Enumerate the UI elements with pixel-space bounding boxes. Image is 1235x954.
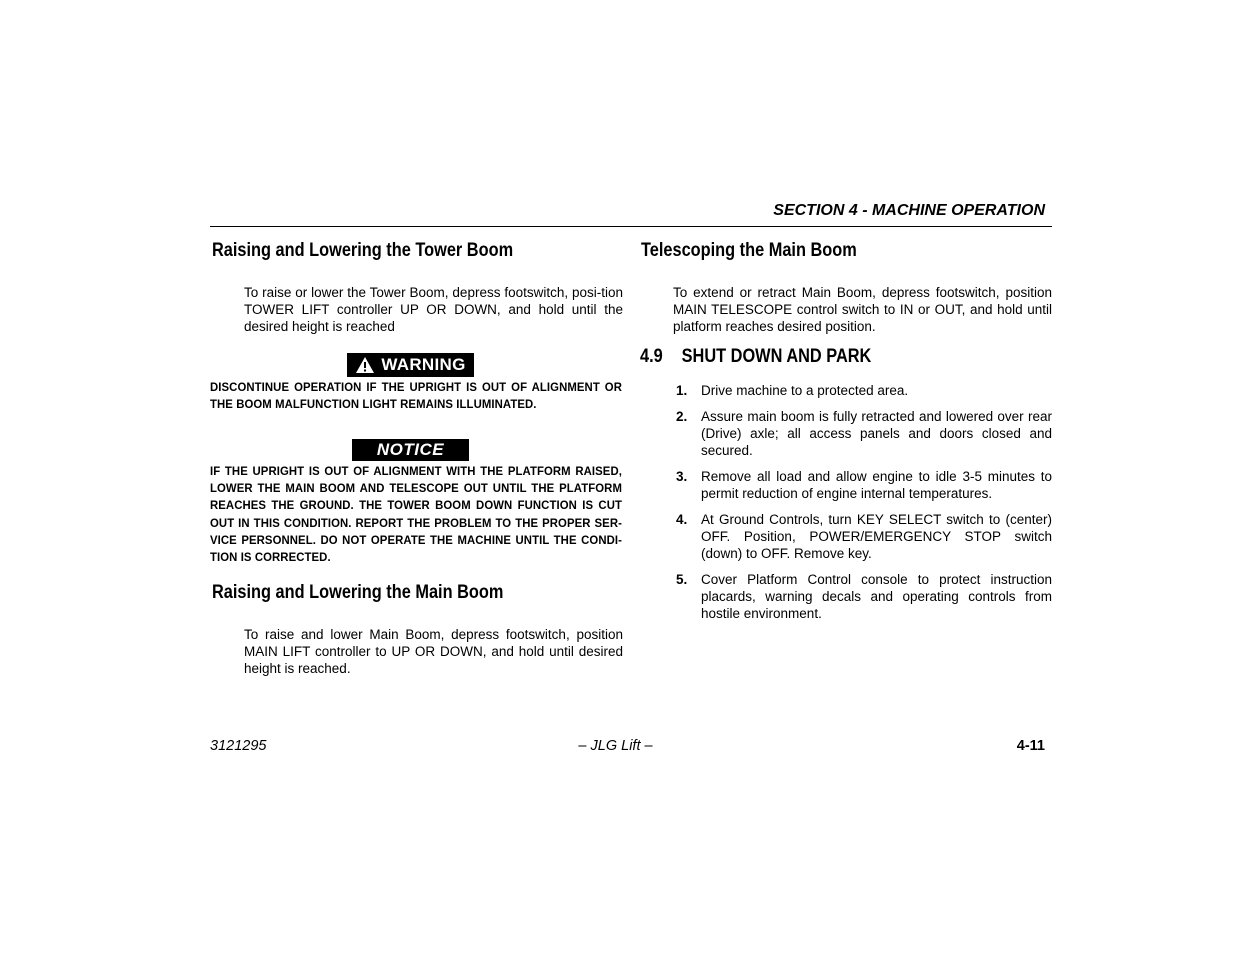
heading-main-boom: Raising and Lowering the Main Boom (212, 582, 504, 603)
step-text: Remove all load and allow engine to idle 3-5 minutes to permit reduction of engine internal temperatures. (701, 469, 1052, 501)
warning-text: DISCONTINUE OPERATION IF THE UPRIGHT IS OUT OF ALIGNMENT OR THE BOOM MALFUNCTION LIGHT REMAINS ILLUMINATED. (210, 380, 622, 412)
telescope-text: To extend or retract Main Boom, depress footswitch, position MAIN TELESCOPE control switch to IN or OUT, and hold until platform reaches desired position. (673, 285, 1052, 334)
list-item (676, 408, 1052, 459)
notice-label: NOTICE (376, 440, 445, 459)
page-number: 4-11 (1016, 738, 1045, 754)
section-number: 4.9 (640, 346, 663, 367)
step-number: 2. (676, 409, 688, 424)
step-number: 4. (676, 512, 688, 527)
step-text: At Ground Controls, turn KEY SELECT switch to (center) OFF. Position, POWER/EMERGENCY STOP switch (down) to OFF. Remove key. (701, 512, 1052, 561)
warning-triangle-icon (355, 356, 375, 374)
header-rule (210, 226, 1052, 227)
step-text: Cover Platform Control console to protect instruction placards, warning decals and operating controls from hostile environment. (701, 572, 1052, 621)
section-heading: SHUT DOWN AND PARK (681, 346, 872, 367)
notice-text: IF THE UPRIGHT IS OUT OF ALIGNMENT WITH THE PLATFORM RAISED, LOWER THE MAIN BOOM AND TELESCOPE OUT UNTIL THE PLATFORM REACHES THE GROUND. THE TOWER BOOM DOWN FUNCTION IS CUT OUT IN THIS CONDITION. REPORT THE PROBLEM TO THE PROPER SER-VICE PERSONNEL. DO NOT OPERATE THE MACHINE UNTIL THE CONDI-TION IS CORRECTED. (210, 464, 622, 565)
list-item (676, 571, 1052, 622)
footer-center: – JLG Lift – (578, 738, 653, 754)
list-item (676, 382, 1052, 399)
step-number: 5. (676, 572, 688, 587)
warning-badge (347, 353, 474, 377)
warning-label: WARNING (381, 355, 466, 374)
step-number: 3. (676, 469, 688, 484)
tower-boom-text: To raise or lower the Tower Boom, depress footswitch, posi-tion TOWER LIFT controller UP OR DOWN, and hold until the desired height is reached (244, 285, 623, 334)
doc-number: 3121295 (210, 738, 267, 754)
notice-badge (352, 439, 469, 461)
list-item (676, 511, 1052, 562)
heading-shut-down (640, 346, 871, 368)
main-boom-text: To raise and lower Main Boom, depress footswitch, position MAIN LIFT controller to UP OR DOWN, and hold until desired height is reached. (244, 627, 623, 676)
step-text: Assure main boom is fully retracted and lowered over rear (Drive) axle; all access panels and doors closed and secured. (701, 409, 1052, 458)
shutdown-steps (676, 382, 1052, 631)
list-item (676, 468, 1052, 502)
step-number: 1. (676, 383, 688, 398)
heading-telescope: Telescoping the Main Boom (641, 240, 857, 261)
heading-tower-boom: Raising and Lowering the Tower Boom (212, 240, 514, 261)
section-title: SECTION 4 - MACHINE OPERATION (773, 202, 1045, 219)
step-text: Drive machine to a protected area. (701, 383, 909, 398)
